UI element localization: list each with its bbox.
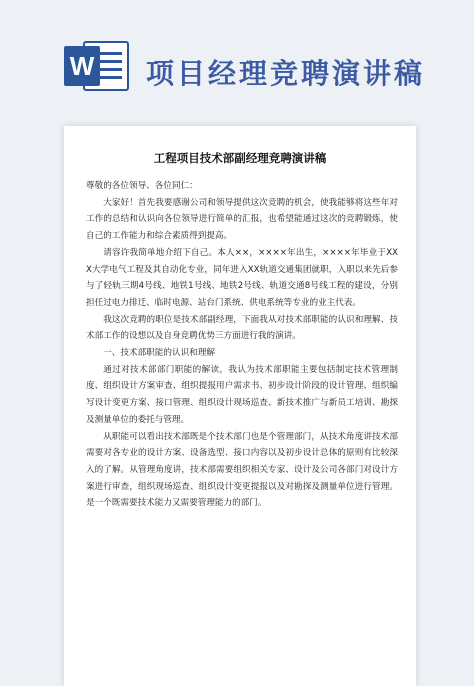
document-page <box>64 126 416 686</box>
document-paragraph: 请容许我简单地介绍下自己。本人××，××××年出生，××××年毕业于XXX大学电气工程及其自动化专业，同年进入XX轨道交通集团就职，入职以来先后参与了轻轨三期4号线、地铁1号线、地铁2号线、轨道交通8号线工程的建设，分别担任过电力排迁、临时电源、站台门系统、供电系统等专业的业主代表。 <box>86 247 398 308</box>
document-paragraph: 一、技术部职能的认识和理解 <box>103 348 215 359</box>
document-title: 工程项目技术部副经理竞聘演讲稿 <box>153 151 327 165</box>
header-banner <box>0 0 474 100</box>
document-paragraph: 从职能可以看出技术部既是个技术部门也是个管理部门，从技术角度讲技术部需要对各专业的设计方案、设备选型、接口内容以及初步设计总体的原则有比较深入的了解。从管理角度讲，技术部需要组织相关专家、设计及公司各部门对设计方案进行审查，组织现场巡查、组织设计变更提报以及对勘探及测量单位进行管理。是一个既需要技术能力又需要管理能力的部门。 <box>86 431 398 509</box>
document-paragraph: 通过对技术部部门职能的解读，我认为技术部职能主要包括制定技术管理制度、组织设计方案审查、组织提报用户需求书、初步设计阶段的设计管理、组织编写设计变更方案、接口管理、组织设计现场巡查、新技术推广与新员工培训、勘探及测量单位的委托与管理。 <box>86 364 398 425</box>
document-paragraph: 我这次竞聘的职位是技术部副经理，下面我从对技术部职能的认识和理解、技术部工作的设想以及自身竞聘优势三方面进行我的演讲。 <box>86 314 398 342</box>
document-paragraph: 尊敬的各位领导、各位同仁： <box>86 181 198 191</box>
banner-title: 项目经理竞聘演讲稿 <box>146 57 426 90</box>
word-logo-letter: W <box>69 51 95 81</box>
document-body <box>86 178 398 512</box>
document-paragraph: 大家好！首先我要感谢公司和领导提供这次竞聘的机会，使我能够将这些年对工作的总结和认识向各位领导进行简单的汇报，也希望能通过这次的竞聘锻炼，使自己的工作能力和综合素质得到提高。 <box>86 197 398 242</box>
word-logo-icon <box>62 40 130 92</box>
